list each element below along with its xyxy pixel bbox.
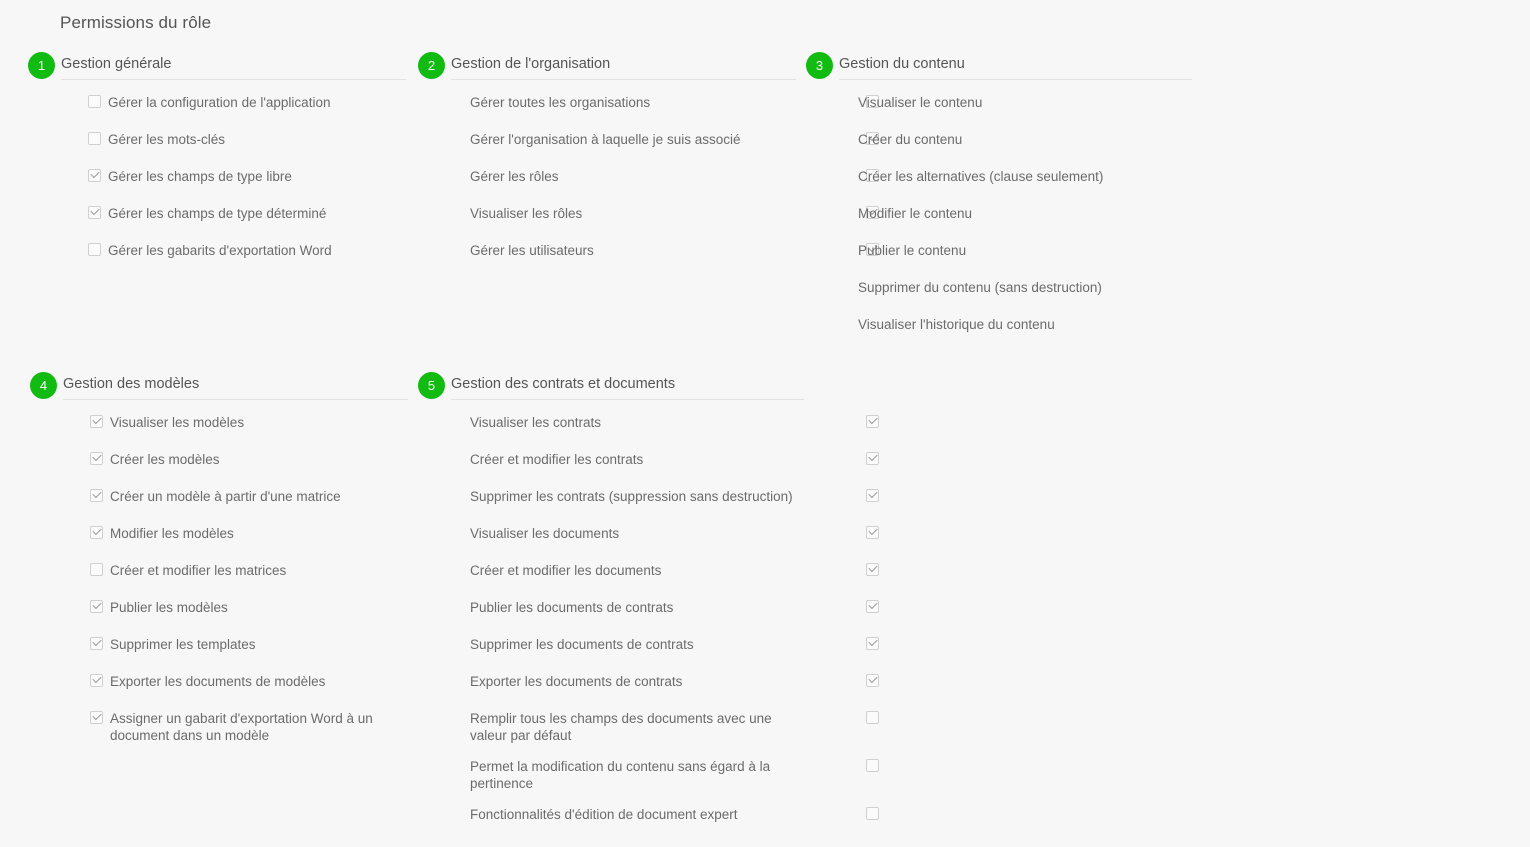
checkbox-checked-icon[interactable] (90, 489, 103, 502)
permission-label: Visualiser les contrats (470, 415, 602, 430)
permission-label: Gérer les champs de type déterminé (108, 206, 327, 221)
permission-item[interactable] (30, 450, 408, 474)
permission-label: Exporter les documents de contrats (470, 674, 683, 689)
permission-item[interactable] (30, 635, 408, 659)
checkbox-checked-icon[interactable] (90, 415, 103, 428)
permission-item[interactable] (418, 709, 804, 744)
permission-item[interactable] (418, 524, 804, 548)
permission-label: Gérer les gabarits d'exportation Word (108, 243, 332, 258)
permission-item[interactable] (418, 130, 796, 154)
group-title: Gestion des contrats et documents (451, 376, 676, 392)
checkbox-checked-icon[interactable] (866, 637, 879, 650)
permission-label: Gérer les utilisateurs (470, 243, 594, 258)
permission-item[interactable] (418, 241, 796, 265)
permission-item[interactable] (30, 672, 408, 696)
group-title: Gestion du contenu (839, 56, 965, 72)
permission-list (806, 93, 1192, 339)
permission-label: Créer et modifier les matrices (110, 563, 287, 578)
permission-item[interactable] (806, 204, 1192, 228)
group-title: Gestion générale (61, 56, 172, 72)
checkbox-unchecked-icon[interactable] (866, 807, 879, 820)
permission-label: Créer et modifier les documents (470, 563, 662, 578)
permission-label: Visualiser l'historique du contenu (858, 317, 1055, 332)
permission-group-gestion-organisation (418, 52, 796, 278)
permission-label: Créer et modifier les contrats (470, 452, 644, 467)
permission-item[interactable] (418, 487, 804, 511)
group-title: Gestion des modèles (63, 376, 200, 392)
permission-item[interactable] (30, 487, 408, 511)
group-header (28, 52, 406, 80)
permission-item[interactable] (28, 130, 406, 154)
group-number-badge: 3 (806, 52, 833, 79)
permission-label: Modifier les modèles (110, 526, 234, 541)
permission-label: Gérer les rôles (470, 169, 559, 184)
permission-group-gestion-modeles (30, 372, 408, 757)
checkbox-checked-icon[interactable] (90, 637, 103, 650)
permission-label: Créer les modèles (110, 452, 220, 467)
permission-item[interactable] (418, 413, 804, 437)
permission-label: Permet la modification du contenu sans égard à la pertinence (470, 759, 771, 791)
checkbox-unchecked-icon[interactable] (866, 711, 879, 724)
permission-list (418, 93, 796, 265)
permission-item[interactable] (418, 167, 796, 191)
permission-label: Supprimer les documents de contrats (470, 637, 694, 652)
group-number-badge: 5 (418, 372, 445, 399)
permission-item[interactable] (418, 672, 804, 696)
group-divider (451, 79, 796, 80)
permission-label: Modifier le contenu (858, 206, 973, 221)
permission-item[interactable] (418, 757, 804, 792)
checkbox-unchecked-icon[interactable] (88, 243, 101, 256)
permission-group-gestion-contenu (806, 52, 1192, 352)
checkbox-unchecked-icon[interactable] (88, 95, 101, 108)
permission-label: Supprimer du contenu (sans destruction) (858, 280, 1102, 295)
permission-item[interactable] (806, 130, 1192, 154)
checkbox-unchecked-icon[interactable] (90, 563, 103, 576)
checkbox-checked-icon[interactable] (88, 169, 101, 182)
permission-label: Gérer toutes les organisations (470, 95, 651, 110)
permission-item[interactable] (28, 167, 406, 191)
permission-list (28, 93, 406, 265)
permission-label: Exporter les documents de modèles (110, 674, 326, 689)
group-header (418, 52, 796, 80)
permission-label: Supprimer les templates (110, 637, 256, 652)
group-header (806, 52, 1192, 80)
permission-label: Créer un modèle à partir d'une matrice (110, 489, 341, 504)
permission-item[interactable] (806, 167, 1192, 191)
permission-group-gestion-generale (28, 52, 406, 278)
permission-item[interactable] (418, 204, 796, 228)
checkbox-checked-icon[interactable] (866, 674, 879, 687)
checkbox-unchecked-icon[interactable] (866, 759, 879, 772)
permission-label: Gérer l'organisation à laquelle je suis associé (470, 132, 741, 147)
permission-item[interactable] (30, 524, 408, 548)
permission-label: Créer du contenu (858, 132, 963, 147)
permission-label: Visualiser les modèles (110, 415, 245, 430)
permission-item[interactable] (418, 93, 796, 117)
permission-label: Supprimer les contrats (suppression sans destruction) (470, 489, 793, 504)
checkbox-checked-icon[interactable] (866, 415, 879, 428)
group-title: Gestion de l'organisation (451, 56, 611, 72)
group-number-badge: 2 (418, 52, 445, 79)
permission-item[interactable] (28, 241, 406, 265)
checkbox-checked-icon[interactable] (90, 452, 103, 465)
permission-item[interactable] (30, 413, 408, 437)
permission-label: Créer les alternatives (clause seulement) (858, 169, 1104, 184)
checkbox-checked-icon[interactable] (90, 600, 103, 613)
page-title: Permissions du rôle (60, 13, 212, 32)
permission-label: Assigner un gabarit d'exportation Word à un document dans un modèle (110, 711, 373, 743)
checkbox-checked-icon[interactable] (866, 489, 879, 502)
group-divider (451, 399, 804, 400)
permission-label: Fonctionnalités d'édition de document expert (470, 807, 738, 822)
permission-label: Publier les documents de contrats (470, 600, 674, 615)
group-divider (61, 79, 406, 80)
permission-list (418, 413, 804, 829)
permission-label: Visualiser le contenu (858, 95, 983, 110)
checkbox-checked-icon[interactable] (88, 206, 101, 219)
permission-list (30, 413, 408, 744)
permission-label: Gérer les champs de type libre (108, 169, 292, 184)
permission-label: Gérer les mots-clés (108, 132, 226, 147)
group-number-badge: 4 (30, 372, 57, 399)
checkbox-unchecked-icon[interactable] (88, 132, 101, 145)
checkbox-checked-icon[interactable] (90, 526, 103, 539)
permission-item[interactable] (418, 805, 804, 829)
permission-label: Visualiser les rôles (470, 206, 583, 221)
checkbox-checked-icon[interactable] (90, 674, 103, 687)
permission-item[interactable] (806, 241, 1192, 265)
permission-item[interactable] (806, 278, 1192, 302)
permission-item[interactable] (806, 315, 1192, 339)
group-header (418, 372, 804, 400)
checkbox-checked-icon[interactable] (866, 526, 879, 539)
permission-item[interactable] (30, 561, 408, 585)
group-number-badge: 1 (28, 52, 55, 79)
group-divider (839, 79, 1192, 80)
permission-item[interactable] (418, 561, 804, 585)
permission-item[interactable] (28, 204, 406, 228)
permission-label: Visualiser les documents (470, 526, 620, 541)
permission-label: Publier le contenu (858, 243, 967, 258)
permission-label: Gérer la configuration de l'application (108, 95, 331, 110)
permission-item[interactable] (418, 450, 804, 474)
permission-label: Publier les modèles (110, 600, 228, 615)
permission-label: Remplir tous les champs des documents avec une valeur par défaut (470, 711, 772, 743)
group-divider (63, 399, 408, 400)
permission-item[interactable] (30, 709, 408, 744)
permission-item[interactable] (418, 598, 804, 622)
checkbox-checked-icon[interactable] (866, 563, 879, 576)
checkbox-checked-icon[interactable] (90, 711, 103, 724)
permission-item[interactable] (418, 635, 804, 659)
permission-group-gestion-contrats-documents (418, 372, 804, 842)
group-header (30, 372, 408, 400)
permission-item[interactable] (30, 598, 408, 622)
permission-item[interactable] (28, 93, 406, 117)
checkbox-checked-icon[interactable] (866, 452, 879, 465)
checkbox-checked-icon[interactable] (866, 600, 879, 613)
permission-item[interactable] (806, 93, 1192, 117)
